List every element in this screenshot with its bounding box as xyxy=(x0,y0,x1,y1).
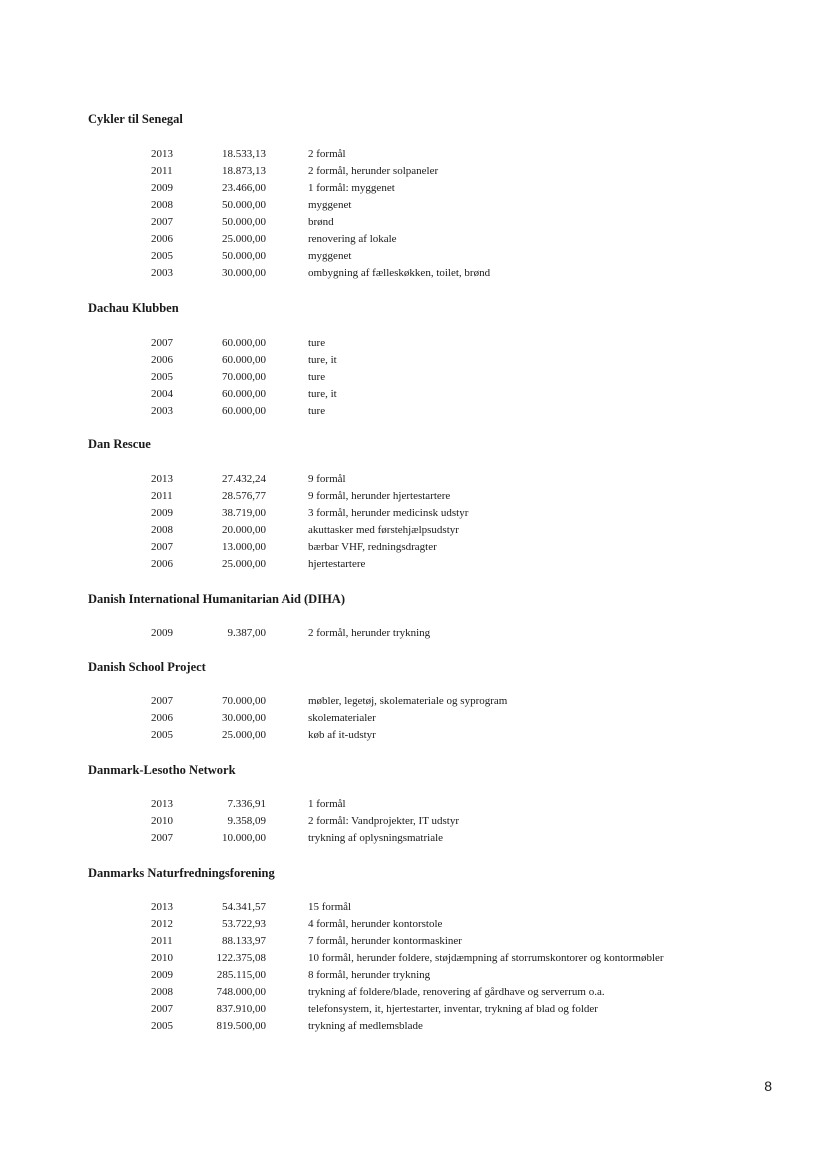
year: 2007 xyxy=(151,216,173,228)
amount: 122.375,08 xyxy=(216,952,266,964)
amount: 25.000,00 xyxy=(222,233,266,245)
year: 2013 xyxy=(151,473,173,485)
table-row xyxy=(0,796,825,813)
amount: 30.000,00 xyxy=(222,712,266,724)
year: 2006 xyxy=(151,233,173,245)
year: 2004 xyxy=(151,388,173,400)
description: 3 formål, herunder medicinsk udstyr xyxy=(308,507,469,519)
description: trykning af foldere/blade, renovering af gårdhave og serverrum o.a. xyxy=(308,986,605,998)
table-row xyxy=(0,727,825,744)
year: 2008 xyxy=(151,986,173,998)
table-row xyxy=(0,488,825,505)
description: ture xyxy=(308,337,326,349)
year: 2009 xyxy=(151,627,173,639)
table-row xyxy=(0,180,825,197)
amount: 748.000,00 xyxy=(216,986,266,998)
description: ture, it xyxy=(308,388,337,400)
table-row xyxy=(0,967,825,984)
table-row xyxy=(0,352,825,369)
amount: 10.000,00 xyxy=(222,832,266,844)
description: 1 formål: myggenet xyxy=(308,182,395,194)
amount: 60.000,00 xyxy=(222,405,266,417)
year: 2013 xyxy=(151,901,173,913)
table-row xyxy=(0,984,825,1001)
year: 2009 xyxy=(151,507,173,519)
description: 1 formål xyxy=(308,798,346,810)
description: 9 formål, herunder hjertestartere xyxy=(308,490,451,502)
description: ture xyxy=(308,405,326,417)
amount: 50.000,00 xyxy=(222,199,266,211)
amount: 25.000,00 xyxy=(222,729,266,741)
description: skolematerialer xyxy=(308,712,376,724)
description: bærbar VHF, redningsdragter xyxy=(308,541,437,553)
amount: 88.133,97 xyxy=(222,935,266,947)
amount: 285.115,00 xyxy=(216,969,266,981)
description: 15 formål xyxy=(308,901,352,913)
year: 2007 xyxy=(151,541,173,553)
year: 2010 xyxy=(151,815,173,827)
amount: 18.873,13 xyxy=(222,165,266,177)
amount: 18.533,13 xyxy=(222,148,266,160)
year: 2013 xyxy=(151,148,173,160)
amount: 819.500,00 xyxy=(216,1020,266,1032)
amount: 7.336,91 xyxy=(227,798,266,810)
table-row xyxy=(0,471,825,488)
organization-name: Dachau Klubben xyxy=(88,301,179,315)
description: 2 formål xyxy=(308,148,346,160)
amount: 70.000,00 xyxy=(222,371,266,383)
table-row xyxy=(0,830,825,847)
description: 7 formål, herunder kontormaskiner xyxy=(308,935,462,947)
description: renovering af lokale xyxy=(308,233,397,245)
amount: 23.466,00 xyxy=(222,182,266,194)
description: brønd xyxy=(308,216,334,228)
year: 2005 xyxy=(151,1020,173,1032)
amount: 70.000,00 xyxy=(222,695,266,707)
description: 2 formål, herunder solpaneler xyxy=(308,165,439,177)
year: 2012 xyxy=(151,918,173,930)
table-row xyxy=(0,625,825,642)
amount: 13.000,00 xyxy=(222,541,266,553)
table-row xyxy=(0,386,825,403)
year: 2013 xyxy=(151,798,173,810)
table-row xyxy=(0,231,825,248)
page-number: 8 xyxy=(764,1078,772,1094)
table-row xyxy=(0,522,825,539)
year: 2007 xyxy=(151,695,173,707)
amount: 60.000,00 xyxy=(222,354,266,366)
table-row xyxy=(0,710,825,727)
amount: 27.432,24 xyxy=(222,473,266,485)
description: 8 formål, herunder trykning xyxy=(308,969,431,981)
table-row xyxy=(0,335,825,352)
table-row xyxy=(0,1018,825,1035)
description: 9 formål xyxy=(308,473,346,485)
amount: 20.000,00 xyxy=(222,524,266,536)
description: 2 formål: Vandprojekter, IT udstyr xyxy=(308,815,459,827)
table-row xyxy=(0,916,825,933)
table-row xyxy=(0,369,825,386)
table-row xyxy=(0,214,825,231)
description: 2 formål, herunder trykning xyxy=(308,627,431,639)
year: 2007 xyxy=(151,337,173,349)
year: 2003 xyxy=(151,267,173,279)
table-row xyxy=(0,813,825,830)
organization-name: Cykler til Senegal xyxy=(88,112,183,126)
amount: 60.000,00 xyxy=(222,388,266,400)
description: møbler, legetøj, skolemateriale og syprogram xyxy=(308,695,508,707)
description: trykning af oplysningsmatriale xyxy=(308,832,444,844)
year: 2005 xyxy=(151,371,173,383)
description: trykning af medlemsblade xyxy=(308,1020,423,1032)
table-row xyxy=(0,899,825,916)
description: myggenet xyxy=(308,199,352,211)
amount: 50.000,00 xyxy=(222,216,266,228)
organization-name: Danish School Project xyxy=(88,660,206,674)
table-row xyxy=(0,265,825,282)
table-row xyxy=(0,197,825,214)
year: 2008 xyxy=(151,524,173,536)
table-row xyxy=(0,933,825,950)
year: 2003 xyxy=(151,405,173,417)
table-row xyxy=(0,248,825,265)
description: ture xyxy=(308,371,326,383)
year: 2007 xyxy=(151,832,173,844)
table-row xyxy=(0,403,825,420)
table-row xyxy=(0,505,825,522)
description: hjertestartere xyxy=(308,558,366,570)
amount: 30.000,00 xyxy=(222,267,266,279)
year: 2011 xyxy=(151,935,173,947)
year: 2006 xyxy=(151,712,173,724)
amount: 9.358,09 xyxy=(227,815,266,827)
description: 10 formål, herunder foldere, støjdæmpning af storrumskontorer og kontormøbler xyxy=(308,952,664,964)
amount: 60.000,00 xyxy=(222,337,266,349)
table-row xyxy=(0,146,825,163)
description: telefonsystem, it, hjertestarter, inventar, trykning af blad og folder xyxy=(308,1003,598,1015)
organization-name: Dan Rescue xyxy=(88,437,151,451)
description: 4 formål, herunder kontorstole xyxy=(308,918,443,930)
amount: 38.719,00 xyxy=(222,507,266,519)
year: 2011 xyxy=(151,165,173,177)
table-row xyxy=(0,950,825,967)
year: 2011 xyxy=(151,490,173,502)
year: 2010 xyxy=(151,952,173,964)
year: 2006 xyxy=(151,558,173,570)
year: 2009 xyxy=(151,969,173,981)
description: køb af it-udstyr xyxy=(308,729,376,741)
description: akuttasker med førstehjælpsudstyr xyxy=(308,524,459,536)
year: 2005 xyxy=(151,729,173,741)
table-row xyxy=(0,163,825,180)
amount: 9.387,00 xyxy=(227,627,266,639)
year: 2006 xyxy=(151,354,173,366)
year: 2007 xyxy=(151,1003,173,1015)
amount: 50.000,00 xyxy=(222,250,266,262)
year: 2008 xyxy=(151,199,173,211)
table-row xyxy=(0,693,825,710)
organization-name: Danmarks Naturfredningsforening xyxy=(88,866,275,880)
table-row xyxy=(0,539,825,556)
amount: 53.722,93 xyxy=(222,918,266,930)
year: 2005 xyxy=(151,250,173,262)
table-row xyxy=(0,1001,825,1018)
year: 2009 xyxy=(151,182,173,194)
amount: 25.000,00 xyxy=(222,558,266,570)
organization-name: Danish International Humanitarian Aid (DIHA) xyxy=(88,592,345,606)
amount: 837.910,00 xyxy=(216,1003,266,1015)
amount: 28.576,77 xyxy=(222,490,266,502)
description: ture, it xyxy=(308,354,337,366)
organization-name: Danmark-Lesotho Network xyxy=(88,763,236,777)
description: ombygning af fælleskøkken, toilet, brønd xyxy=(308,267,491,279)
description: myggenet xyxy=(308,250,352,262)
amount: 54.341,57 xyxy=(222,901,266,913)
table-row xyxy=(0,556,825,573)
